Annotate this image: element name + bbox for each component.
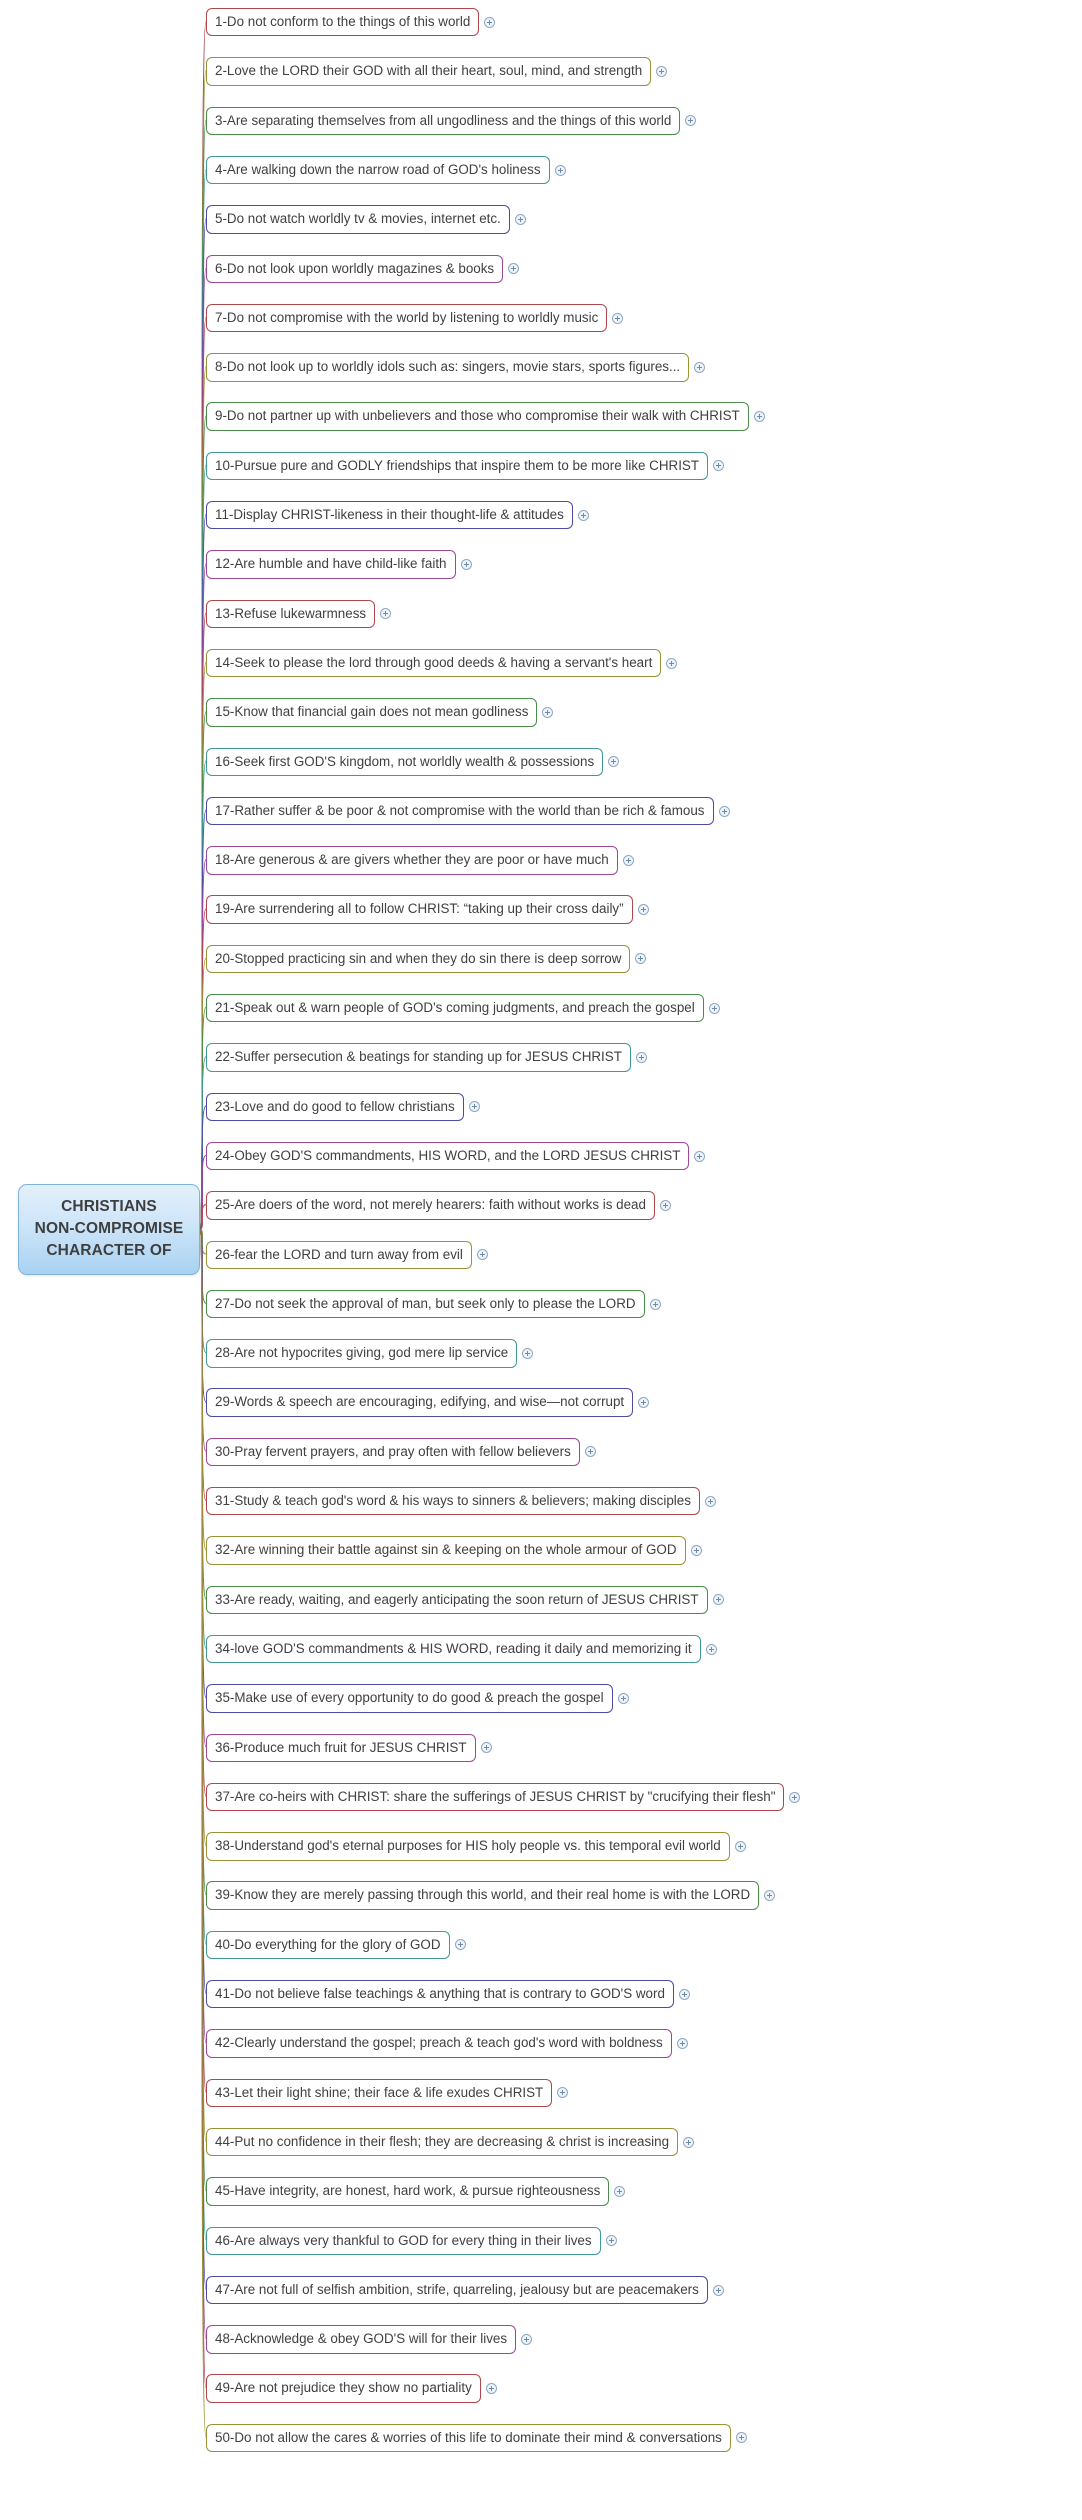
topic-label-18: 18-Are generous & are givers whether they are poor or have much <box>206 846 618 874</box>
topic-node-5[interactable] <box>206 205 526 233</box>
topic-node-1[interactable] <box>206 8 495 36</box>
plus-circle-icon[interactable] <box>694 362 705 373</box>
topic-node-44[interactable] <box>206 2128 694 2156</box>
topic-label-32: 32-Are winning their battle against sin & keeping on the whole armour of GOD <box>206 1536 686 1564</box>
plus-circle-icon[interactable] <box>713 2285 724 2296</box>
topic-node-10[interactable] <box>206 452 724 480</box>
topic-label-28: 28-Are not hypocrites giving, god mere lip service <box>206 1339 517 1367</box>
plus-circle-icon[interactable] <box>618 1693 629 1704</box>
plus-circle-icon[interactable] <box>735 1841 746 1852</box>
topic-node-20[interactable] <box>206 945 646 973</box>
topic-label-14: 14-Seek to please the lord through good deeds & having a servant's heart <box>206 649 661 677</box>
plus-circle-icon[interactable] <box>612 313 623 324</box>
topic-node-41[interactable] <box>206 1980 690 2008</box>
topic-node-33[interactable] <box>206 1586 724 1614</box>
topic-label-2: 2-Love the LORD their GOD with all their heart, soul, mind, and strength <box>206 57 651 85</box>
plus-circle-icon[interactable] <box>521 2334 532 2345</box>
topic-node-42[interactable] <box>206 2029 688 2057</box>
topic-label-35: 35-Make use of every opportunity to do good & preach the gospel <box>206 1684 613 1712</box>
topic-node-36[interactable] <box>206 1734 492 1762</box>
topic-label-27: 27-Do not seek the approval of man, but seek only to please the LORD <box>206 1290 645 1318</box>
plus-circle-icon[interactable] <box>713 1594 724 1605</box>
plus-circle-icon[interactable] <box>481 1742 492 1753</box>
topic-node-11[interactable] <box>206 501 589 529</box>
topic-label-41: 41-Do not believe false teachings & anything that is contrary to GOD'S word <box>206 1980 674 2008</box>
topic-label-29: 29-Words & speech are encouraging, edifying, and wise—not corrupt <box>206 1388 633 1416</box>
topic-node-3[interactable] <box>206 107 696 135</box>
topic-label-47: 47-Are not full of selfish ambition, strife, quarreling, jealousy but are peacemakers <box>206 2276 708 2304</box>
topic-label-21: 21-Speak out & warn people of GOD's coming judgments, and preach the gospel <box>206 994 704 1022</box>
topic-label-44: 44-Put no confidence in their flesh; they are decreasing & christ is increasing <box>206 2128 678 2156</box>
plus-circle-icon[interactable] <box>636 1052 647 1063</box>
topic-label-30: 30-Pray fervent prayers, and pray often with fellow believers <box>206 1438 580 1466</box>
plus-circle-icon[interactable] <box>522 1348 533 1359</box>
root-topic-line-3: CHARACTER OF <box>46 1241 172 1259</box>
topic-node-24[interactable] <box>206 1142 705 1170</box>
topic-node-23[interactable] <box>206 1093 480 1121</box>
topic-label-11: 11-Display CHRIST-likeness in their thought-life & attitudes <box>206 501 573 529</box>
topic-node-26[interactable] <box>206 1241 488 1269</box>
plus-circle-icon[interactable] <box>614 2186 625 2197</box>
topic-label-16: 16-Seek first GOD'S kingdom, not worldly wealth & possessions <box>206 748 603 776</box>
plus-circle-icon[interactable] <box>469 1101 480 1112</box>
topic-label-23: 23-Love and do good to fellow christians <box>206 1093 464 1121</box>
plus-circle-icon[interactable] <box>679 1989 690 2000</box>
topic-node-21[interactable] <box>206 994 720 1022</box>
topic-node-29[interactable] <box>206 1388 649 1416</box>
topic-label-10: 10-Pursue pure and GODLY friendships that inspire them to be more like CHRIST <box>206 452 708 480</box>
topic-label-17: 17-Rather suffer & be poor & not compromise with the world than be rich & famous <box>206 797 714 825</box>
plus-circle-icon[interactable] <box>713 460 724 471</box>
plus-circle-icon[interactable] <box>709 1003 720 1014</box>
topic-node-31[interactable] <box>206 1487 716 1515</box>
plus-circle-icon[interactable] <box>683 2137 694 2148</box>
plus-circle-icon[interactable] <box>508 263 519 274</box>
root-topic-line-2: NON-COMPROMISE <box>34 1219 184 1237</box>
plus-circle-icon[interactable] <box>789 1792 800 1803</box>
topic-label-50: 50-Do not allow the cares & worries of this life to dominate their mind & conversations <box>206 2424 731 2452</box>
plus-circle-icon[interactable] <box>650 1299 661 1310</box>
topic-label-12: 12-Are humble and have child-like faith <box>206 550 456 578</box>
topic-node-40[interactable] <box>206 1931 466 1959</box>
plus-circle-icon[interactable] <box>578 510 589 521</box>
plus-circle-icon[interactable] <box>585 1446 596 1457</box>
topic-label-8: 8-Do not look up to worldly idols such as: singers, movie stars, sports figures... <box>206 353 689 381</box>
plus-circle-icon[interactable] <box>754 411 765 422</box>
topic-node-32[interactable] <box>206 1536 702 1564</box>
plus-circle-icon[interactable] <box>706 1644 717 1655</box>
topic-node-22[interactable] <box>206 1043 647 1071</box>
topic-label-3: 3-Are separating themselves from all ungodliness and the things of this world <box>206 107 680 135</box>
topic-label-36: 36-Produce much fruit for JESUS CHRIST <box>206 1734 476 1762</box>
topic-node-13[interactable] <box>206 600 391 628</box>
plus-circle-icon[interactable] <box>455 1939 466 1950</box>
topic-node-48[interactable] <box>206 2325 532 2353</box>
topic-label-34: 34-love GOD'S commandments & HIS WORD, reading it daily and memorizing it <box>206 1635 701 1663</box>
plus-circle-icon[interactable] <box>691 1545 702 1556</box>
plus-circle-icon[interactable] <box>666 658 677 669</box>
topic-label-26: 26-fear the LORD and turn away from evil <box>206 1241 472 1269</box>
topic-label-9: 9-Do not partner up with unbelievers and those who compromise their walk with CHRIST <box>206 402 749 430</box>
topic-label-39: 39-Know they are merely passing through this world, and their real home is with the LORD <box>206 1881 759 1909</box>
topic-node-39[interactable] <box>206 1881 775 1909</box>
topic-label-20: 20-Stopped practicing sin and when they do sin there is deep sorrow <box>206 945 630 973</box>
topic-label-49: 49-Are not prejudice they show no partiality <box>206 2374 481 2402</box>
plus-circle-icon[interactable] <box>557 2087 568 2098</box>
plus-circle-icon[interactable] <box>764 1890 775 1901</box>
plus-circle-icon[interactable] <box>380 608 391 619</box>
topic-node-9[interactable] <box>206 402 765 430</box>
plus-circle-icon[interactable] <box>484 17 495 28</box>
plus-circle-icon[interactable] <box>515 214 526 225</box>
topic-node-45[interactable] <box>206 2177 625 2205</box>
topic-label-48: 48-Acknowledge & obey GOD'S will for their lives <box>206 2325 516 2353</box>
plus-circle-icon[interactable] <box>638 904 649 915</box>
topic-label-15: 15-Know that financial gain does not mean godliness <box>206 698 537 726</box>
topic-label-1: 1-Do not conform to the things of this world <box>206 8 479 36</box>
plus-circle-icon[interactable] <box>685 115 696 126</box>
topic-node-27[interactable] <box>206 1290 661 1318</box>
plus-circle-icon[interactable] <box>677 2038 688 2049</box>
topic-node-43[interactable] <box>206 2079 568 2107</box>
topic-label-5: 5-Do not watch worldly tv & movies, internet etc. <box>206 205 510 233</box>
topic-node-30[interactable] <box>206 1438 596 1466</box>
topic-label-37: 37-Are co-heirs with CHRIST: share the sufferings of JESUS CHRIST by "crucifying their flesh" <box>206 1783 784 1811</box>
topic-label-24: 24-Obey GOD'S commandments, HIS WORD, and the LORD JESUS CHRIST <box>206 1142 689 1170</box>
topic-label-4: 4-Are walking down the narrow road of GOD's holiness <box>206 156 550 184</box>
plus-circle-icon[interactable] <box>660 1200 671 1211</box>
topic-node-25[interactable] <box>206 1191 671 1219</box>
plus-circle-icon[interactable] <box>477 1249 488 1260</box>
topic-label-6: 6-Do not look upon worldly magazines & books <box>206 255 503 283</box>
plus-circle-icon[interactable] <box>623 855 634 866</box>
topic-label-42: 42-Clearly understand the gospel; preach & teach god's word with boldness <box>206 2029 672 2057</box>
topic-node-47[interactable] <box>206 2276 724 2304</box>
root-topic-line-1: CHRISTIANS <box>61 1197 157 1215</box>
topic-node-6[interactable] <box>206 255 519 283</box>
topic-node-2[interactable] <box>206 57 667 85</box>
plus-circle-icon[interactable] <box>736 2432 747 2443</box>
plus-circle-icon[interactable] <box>656 66 667 77</box>
topic-node-8[interactable] <box>206 353 705 381</box>
topic-label-40: 40-Do everything for the glory of GOD <box>206 1931 450 1959</box>
plus-circle-icon[interactable] <box>694 1151 705 1162</box>
topic-label-19: 19-Are surrendering all to follow CHRIST: “taking up their cross daily” <box>206 895 633 923</box>
topic-node-46[interactable] <box>206 2227 617 2255</box>
plus-circle-icon[interactable] <box>486 2383 497 2394</box>
topic-label-43: 43-Let their light shine; their face & life exudes CHRIST <box>206 2079 552 2107</box>
plus-circle-icon[interactable] <box>719 806 730 817</box>
plus-circle-icon[interactable] <box>638 1397 649 1408</box>
plus-circle-icon[interactable] <box>461 559 472 570</box>
topic-label-7: 7-Do not compromise with the world by listening to worldly music <box>206 304 607 332</box>
plus-circle-icon[interactable] <box>635 953 646 964</box>
topic-node-38[interactable] <box>206 1832 746 1860</box>
topic-node-4[interactable] <box>206 156 566 184</box>
topic-label-38: 38-Understand god's eternal purposes for HIS holy people vs. this temporal evil world <box>206 1832 730 1860</box>
topic-node-37[interactable] <box>206 1783 800 1811</box>
topic-node-19[interactable] <box>206 895 649 923</box>
topic-node-50[interactable] <box>206 2424 747 2452</box>
topic-node-15[interactable] <box>206 698 553 726</box>
topic-label-31: 31-Study & teach god's word & his ways to sinners & believers; making disciples <box>206 1487 700 1515</box>
topic-node-14[interactable] <box>206 649 677 677</box>
topic-node-17[interactable] <box>206 797 730 825</box>
topic-node-16[interactable] <box>206 748 619 776</box>
topic-node-34[interactable] <box>206 1635 717 1663</box>
topic-label-25: 25-Are doers of the word, not merely hearers: faith without works is dead <box>206 1191 655 1219</box>
topic-label-46: 46-Are always very thankful to GOD for every thing in their lives <box>206 2227 601 2255</box>
topic-node-28[interactable] <box>206 1339 533 1367</box>
topic-label-33: 33-Are ready, waiting, and eagerly anticipating the soon return of JESUS CHRIST <box>206 1586 708 1614</box>
topic-label-13: 13-Refuse lukewarmness <box>206 600 375 628</box>
plus-circle-icon[interactable] <box>555 165 566 176</box>
topic-node-7[interactable] <box>206 304 623 332</box>
plus-circle-icon[interactable] <box>606 2235 617 2246</box>
plus-circle-icon[interactable] <box>542 707 553 718</box>
topic-label-45: 45-Have integrity, are honest, hard work, & pursue righteousness <box>206 2177 609 2205</box>
plus-circle-icon[interactable] <box>608 756 619 767</box>
root-topic-node[interactable] <box>18 1184 200 1275</box>
topic-label-22: 22-Suffer persecution & beatings for standing up for JESUS CHRIST <box>206 1043 631 1071</box>
topic-node-49[interactable] <box>206 2374 497 2402</box>
plus-circle-icon[interactable] <box>705 1496 716 1507</box>
topic-node-12[interactable] <box>206 550 472 578</box>
topic-node-35[interactable] <box>206 1684 629 1712</box>
topic-node-18[interactable] <box>206 846 634 874</box>
